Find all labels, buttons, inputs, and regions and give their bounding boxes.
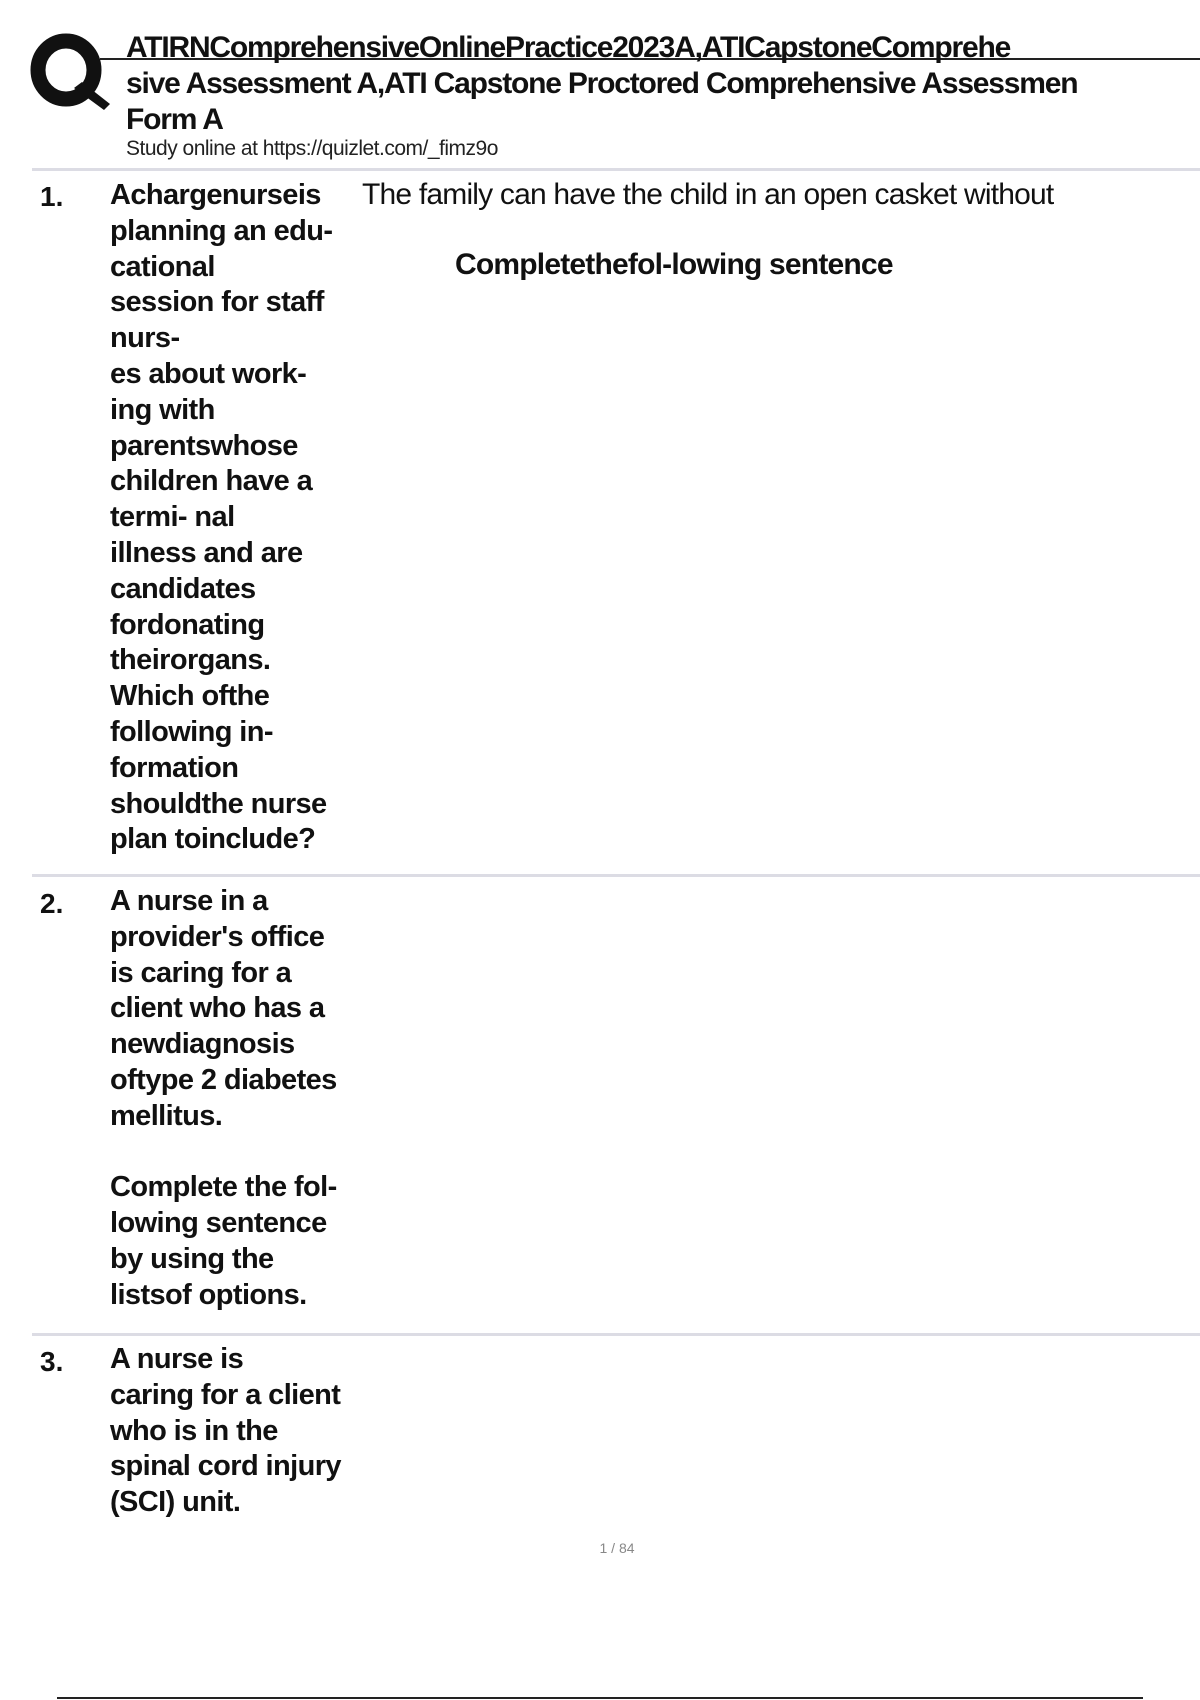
item-definition-emphasis: Completethefol-lowing sentence — [455, 248, 893, 281]
item-term: A nurse is caring for a client who is in the spinal cord injury (SCI) unit. — [110, 1343, 341, 1519]
study-online-link[interactable]: Study online at https://quizlet.com/_fimz9o — [126, 137, 498, 160]
item-definition: The family can have the child in an open casket without — [362, 178, 1054, 211]
item-number: 1. — [40, 181, 64, 212]
item-term: Achargenurseis planning an edu- cational session for staff nurs- es about work- ing with parentswhose children have a termi- nal illness and are candidates fordonating theirorgans. Which ofthe following in- formation shouldthe nurse plan toinclude? — [110, 179, 333, 856]
flashcard-row — [0, 178, 1200, 878]
document-title: ATIRNComprehensiveOnlinePractice2023A,ATICapstoneComprehe sive Assessment A,ATI Capstone Proctored Comprehensive Assessmen Form A — [126, 31, 1078, 136]
item-number: 2. — [40, 888, 64, 919]
bottom-rule — [57, 1697, 1143, 1699]
divider — [32, 874, 1200, 877]
divider — [32, 168, 1200, 171]
item-term: A nurse in a provider's office is caring for a client who has a newdiagnosis oftype 2 diabetes mellitus. Complete the fol- lowing sentence by using the listsof options. — [110, 885, 337, 1311]
divider — [32, 1333, 1200, 1336]
flashcard-row — [0, 884, 1200, 1324]
flashcard-row — [0, 1342, 1200, 1542]
quizlet-q-logo-icon — [30, 30, 110, 112]
item-number: 3. — [40, 1346, 64, 1377]
document-header — [0, 0, 1200, 170]
page-number: 1 / 84 — [599, 1540, 635, 1556]
